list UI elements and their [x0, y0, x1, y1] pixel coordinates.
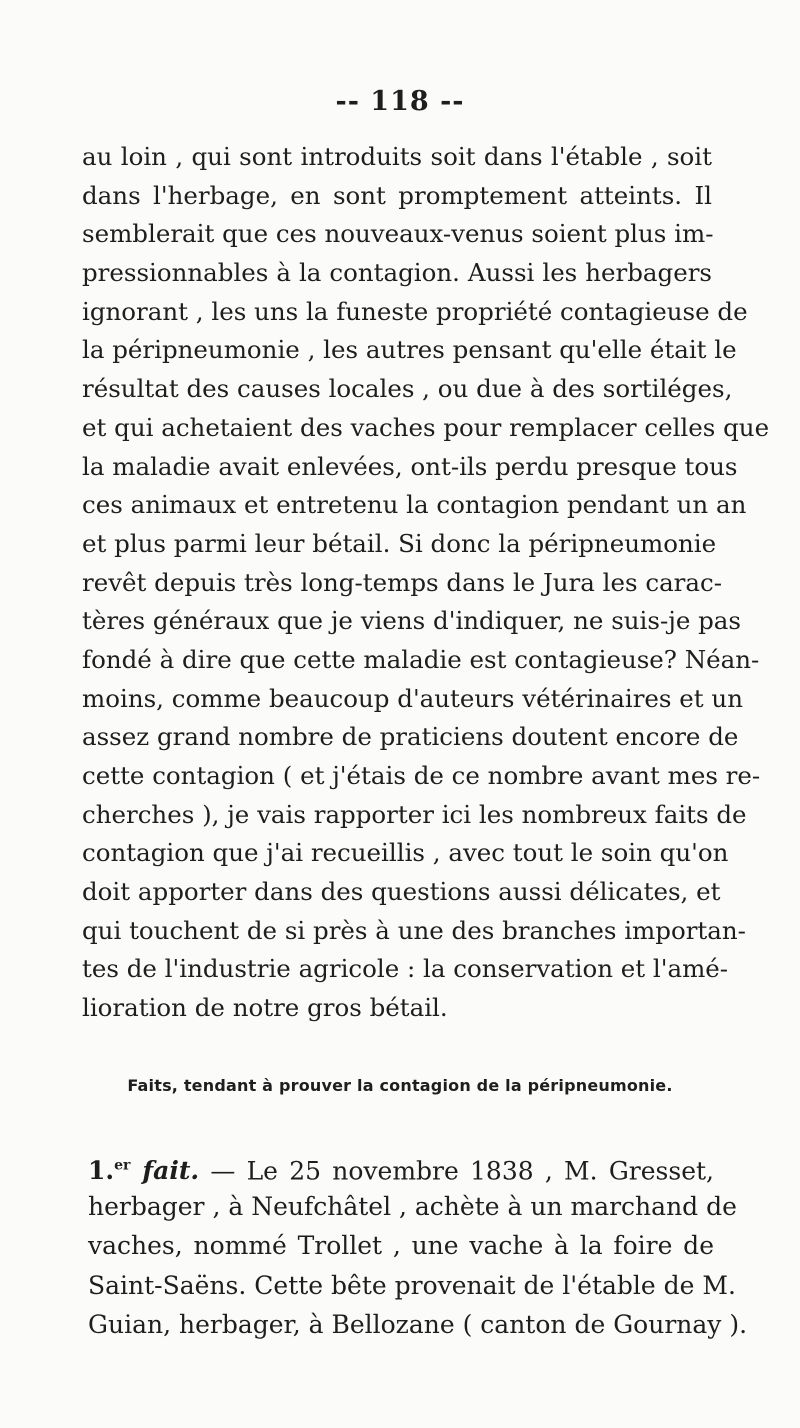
page-number: -- 118 -- [335, 86, 465, 117]
fact-paragraph [88, 1147, 748, 1345]
text-line: cherches ), je vais rapporter ici les nombreux faits de [82, 799, 747, 829]
text-line: et qui achetaient des vaches pour remplacer celles que [82, 412, 770, 442]
fact-superscript: er [114, 1158, 131, 1174]
paragraph [82, 138, 770, 1028]
text-line: ignorant , les uns la funeste propriété contagieuse de [82, 296, 748, 326]
text-line: contagion que j'ai recueillis , avec tout le soin qu'on [82, 838, 729, 868]
fact-label [88, 1156, 199, 1185]
text-line: la maladie avait enlevées, ont-ils perdu presque tous [82, 451, 738, 481]
text-line: doit apporter dans des questions aussi délicates, et [82, 877, 721, 907]
fact-word: fait. [142, 1156, 200, 1186]
text-line: au loin , qui sont introduits soit dans l'étable , soit [82, 142, 712, 171]
text-line: dans l'herbage, en sont promptement atteints. Il [82, 180, 712, 210]
text-line: et plus parmi leur bétail. Si donc la péripneumonie [82, 528, 717, 558]
section-heading: Faits, tendant à prouver la contagion de la péripneumonie. [127, 1076, 673, 1095]
text-line: Guian, herbager, à Bellozane ( canton de Gournay ). [88, 1310, 748, 1339]
text-line: pressionnables à la contagion. Aussi les herbagers [82, 258, 712, 288]
text-line: — Le 25 novembre 1838 , M. Gresset, [199, 1156, 714, 1186]
fact-first-line [88, 1147, 714, 1187]
text-line: moins, comme beaucoup d'auteurs vétérinaires et un [82, 683, 743, 713]
text-line: cette contagion ( et j'étais de ce nombre avant mes re- [82, 761, 761, 790]
text-line: qui touchent de si près à une des branches importan- [82, 915, 746, 945]
text-line: herbager , à Neufchâtel , achète à un marchand de [88, 1191, 737, 1221]
text-line: lioration de notre gros bétail. [82, 993, 448, 1023]
fact-number: 1. [88, 1156, 115, 1186]
text-line: tères généraux que je viens d'indiquer, ne suis-je pas [82, 606, 741, 636]
text-line: Saint-Saëns. Cette bête provenait de l'étable de M. [88, 1270, 736, 1300]
text-line: vaches, nommé Trollet , une vache à la foire de [88, 1231, 714, 1260]
text-line: ces animaux et entretenu la contagion pendant un an [82, 490, 747, 520]
text-line: résultat des causes locales , ou due à des sortiléges, [82, 374, 733, 404]
text-line: revêt depuis très long-temps dans le Jura les carac- [82, 567, 722, 597]
text-line: semblerait que ces nouveaux-venus soient plus im- [82, 219, 714, 249]
text-line: assez grand nombre de praticiens doutent encore de [82, 722, 739, 752]
text-line: tes de l'industrie agricole : la conservation et l'amé- [82, 954, 729, 984]
text-line: fondé à dire que cette maladie est contagieuse? Néan- [82, 644, 760, 674]
text-line: la péripneumonie , les autres pensant qu'elle était le [82, 335, 737, 365]
